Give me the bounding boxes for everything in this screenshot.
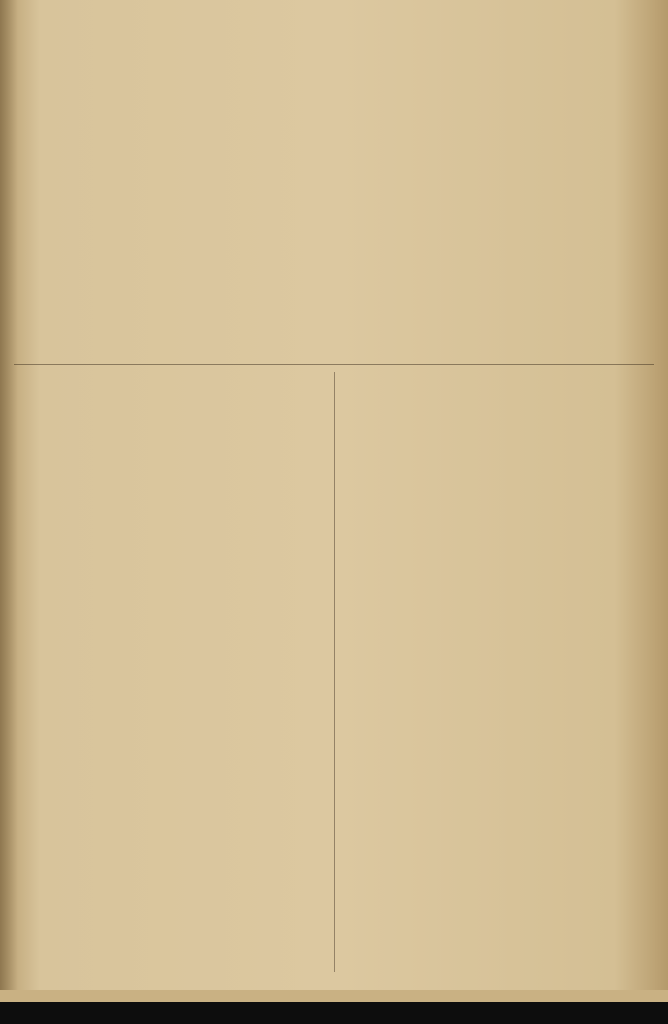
footer-url-bar	[0, 1002, 668, 1024]
top-section	[14, 12, 654, 362]
horizontal-divider	[14, 364, 654, 365]
bottom-section	[14, 372, 654, 972]
